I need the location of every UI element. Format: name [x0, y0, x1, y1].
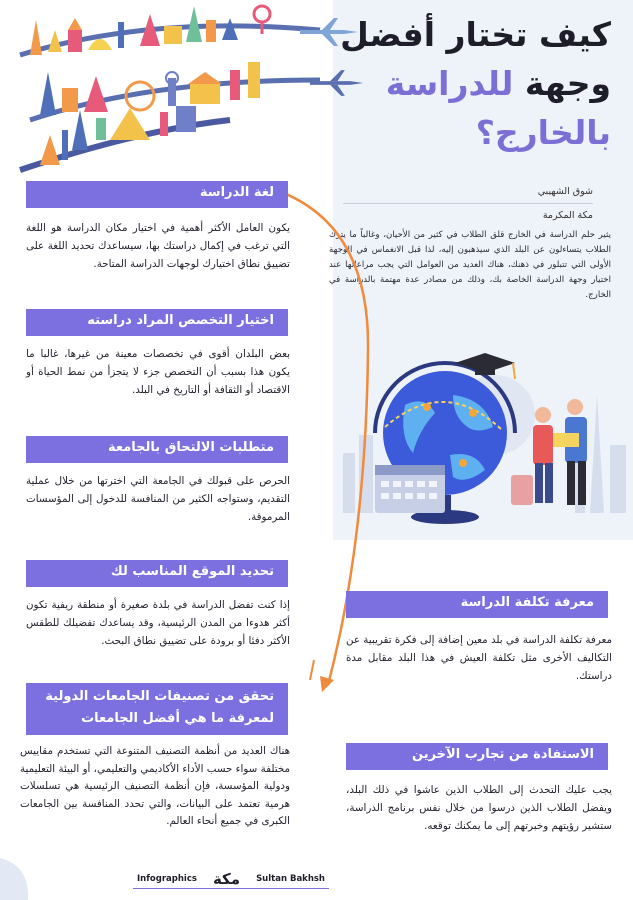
footer-credits [133, 869, 329, 889]
title-word-study: للدراسة [385, 64, 514, 103]
section-cost-body: معرفة تكلفة الدراسة في بلد معين إضافة إلى فكرة تقريبية عن التكاليف الأخرى مثل تكلفة العيش في هذا البلد مقابل مدة دراستك. [346, 634, 612, 682]
flow-arrow-icon [300, 490, 330, 690]
section-experiences-heading: الاستفادة من تجارب الآخرين [346, 743, 608, 770]
page-title [331, 10, 611, 157]
author-name: شوق الشهيبي [537, 186, 593, 197]
section-rankings-heading-line-1: تحقق من تصنيفات الجامعات الدولية [45, 689, 274, 704]
title-word-destination: وجهة [524, 64, 611, 103]
section-rankings-heading [26, 683, 288, 735]
section-location-heading: تحديد الموقع المناسب لك [26, 560, 288, 587]
section-rankings-heading-line-2: لمعرفة ما هي أفضل الجامعات [81, 711, 274, 726]
section-rankings-body: هناك العديد من أنظمة التصنيف المتنوعة التي تستخدم مقاييس مختلفة سواء حسب الأداء الأكاديمي والتعليمي، أو البيئة التعليمية ودولية المؤسسة، فإن أنظمة التصنيف الرئيسية هي تسلسلات هرمية تعتمد على البيانات، والتي تحدد المنافسة بين الجامعات الكبرى في جميع أنحاء العالم. [20, 745, 290, 827]
section-language-body: يكون العامل الأكثر أهمية في اختيار مكان الدراسة هو اللغة التي ترغب في إكمال دراستك بها، سيساعدك تحديد اللغة على تضييق نطاق اختيارك لوجهات الدراسة المتاحة. [26, 222, 290, 270]
landmarks-illustration [0, 0, 340, 175]
section-admission-heading: متطلبات الالتحاق بالجامعة [26, 436, 288, 463]
footer-author-label: Sultan Bakhsh [256, 874, 325, 884]
footer-infographics-label: Infographics [137, 874, 197, 884]
section-admission-body: الحرص على قبولك في الجامعة التي اخترتها من خلال عملية التقديم، وستواجه الكثير من المنافسة للدخول إلى المؤسسات المرموقة. [26, 475, 290, 523]
title-line-1: كيف تختار أفضل [340, 15, 611, 54]
title-line-3: بالخارج؟ [475, 113, 611, 152]
intro-paragraph: يثير حلم الدراسة في الخارج قلق الطلاب في كثير من الأحيان، وغالباً ما يترك الطلاب يتساءلون عن البلد الذي سيذهبون إليه، لذا قبل الانغماس في الوجهة الأولى التي تتبلور في ذهنك، هناك العديد من العوامل التي يجب مراعاتها عند اختيار وجهة الدراسة الخاصة بك، وذلك من مصادر عدة مهتمة بالدراسة في الخارج. [329, 230, 611, 300]
section-location-body: إذا كنت تفضل الدراسة في بلدة صغيرة أو منطقة ريفية تكون أكثر هدوءا من المدن الرئيسية، وقد يساعدك تفضيلك للطقس الأكثر دفئا أو برودة على تضييق نطاق البحث. [26, 599, 290, 647]
makkah-logo: مكة [212, 870, 241, 888]
author-location: مكة المكرمة [542, 210, 593, 221]
decorative-blob-icon [0, 848, 40, 900]
section-experiences-body: يجب عليك التحدث إلى الطلاب الذين عاشوا في ذلك البلد، ويفضل الطلاب الذين درسوا من خلال نفس برنامج الدراسة، ستشير رؤيتهم وخبرتهم إلى ما يمكنك توقعه. [346, 784, 612, 832]
section-language-heading: لغة الدراسة [26, 181, 288, 208]
section-major-body: بعض البلدان أقوى في تخصصات معينة من غيرها، غالبا ما يكون هذا بسبب أن التخصص جزء لا يتجزأ من نمط الحياة أو الاقتصاد أو الثقافة أو التاريخ في البلد. [26, 348, 290, 396]
section-major-heading: اختيار التخصص المراد دراسته [26, 309, 288, 336]
section-cost-heading: معرفة تكلفة الدراسة [346, 591, 608, 618]
footer-underline [133, 888, 329, 890]
